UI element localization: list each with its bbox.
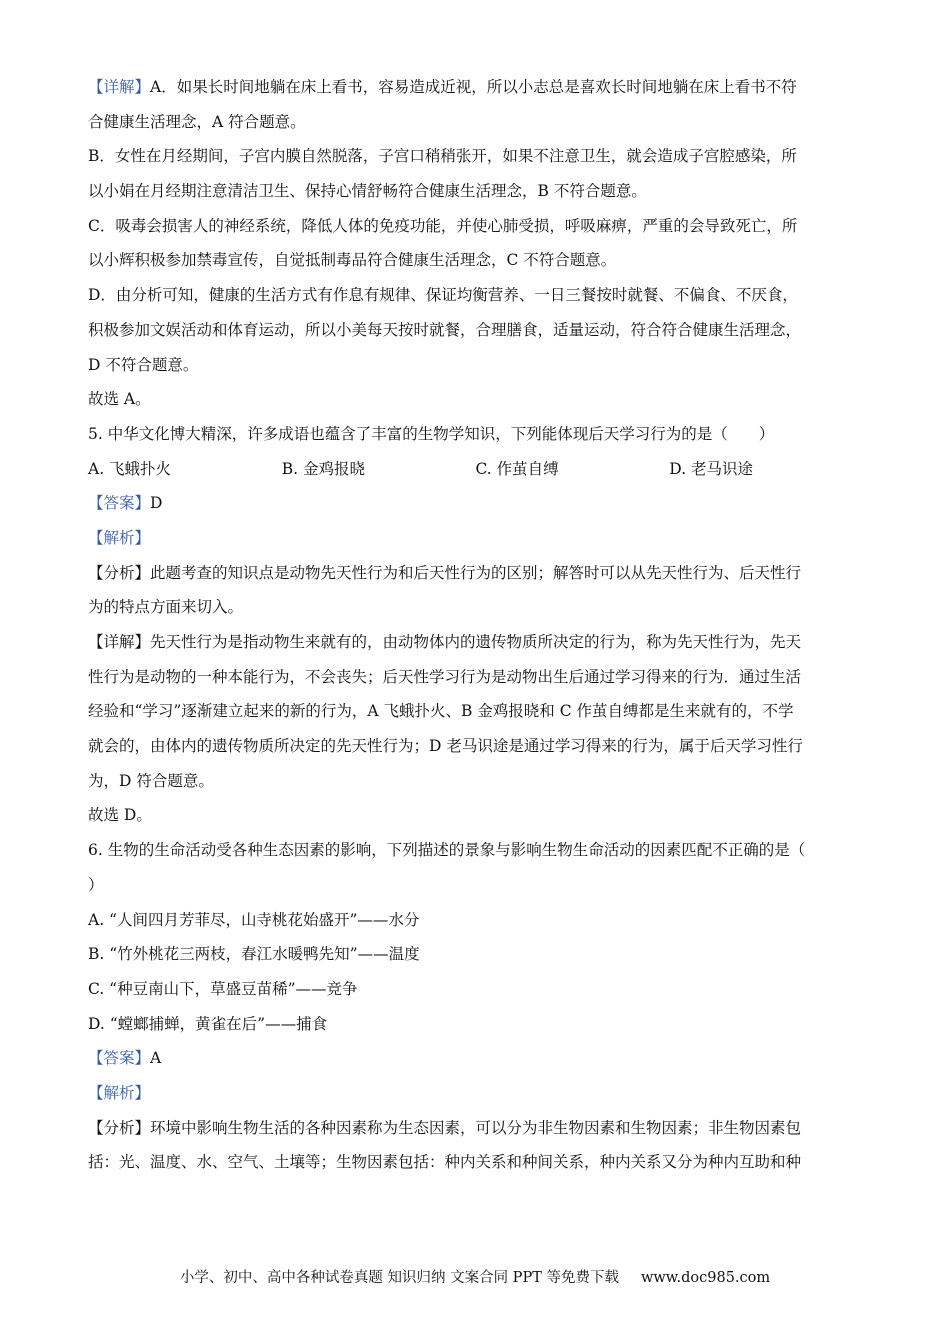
option-c: C. “种豆南山下，草盛豆苗稀”——竞争 <box>88 979 358 998</box>
analysis-line: 括：光、温度、水、空气、土壤等；生物因素包括：种内关系和种间关系，种内关系又分为种内互助和种 <box>88 1153 802 1172</box>
analysis-title: 【解析】 <box>88 528 151 547</box>
conclusion-line: 故选 A。 <box>88 390 151 409</box>
answer-line <box>88 486 863 521</box>
answer-tag: 【答案】 <box>88 494 151 513</box>
option-b: B. 金鸡报晓 <box>281 459 365 478</box>
analysis-tag: 【分析】 <box>88 563 151 582</box>
detail-line: 以小辉积极参加禁毒宣传，自觉抵制毒品符合健康生活理念，C 不符合题意。 <box>88 251 617 270</box>
option-d: D. “螳螂捕蝉，黄雀在后”——捕食 <box>88 1014 328 1033</box>
question-5-stem: 5. 中华文化博大精深，许多成语也蕴含了丰富的生物学知识，下列能体现后天学习行为的是（ ） <box>88 424 775 443</box>
detail-line: 以小娟在月经期注意清洁卫生、保持心情舒畅符合健康生活理念，B 不符合题意。 <box>88 182 647 201</box>
detail-line: D．由分析可知，健康的生活方式有作息有规律、保证均衡营养、一日三餐按时就餐、不偏食、不厌食， <box>88 286 798 305</box>
option-a: A. 飞蛾扑火 <box>88 459 172 478</box>
footer-url[interactable]: www.doc985.com <box>640 1270 771 1286</box>
question-6-stem: 6. 生物的生命活动受各种生态因素的影响，下列描述的景象与影响生物生命活动的因素匹配不正确的是（ <box>88 841 806 860</box>
footer-text: 小学、初中、高中各种试卷真题 知识归纳 文案合同 PPT 等免费下载 <box>179 1270 619 1286</box>
option-b: B. “竹外桃花三两枝，春江水暖鸭先知”——温度 <box>88 945 420 964</box>
answer-value: A <box>150 1049 162 1068</box>
detail-line: 经验和“学习”逐渐建立起来的新的行为，A 飞蛾扑火、B 金鸡报晓和 C 作茧自缚都是生来就有的，不学 <box>88 702 794 721</box>
detail-line: 【详解】先天性行为是指动物生来就有的，由动物体内的遗传物质所决定的行为，称为先天性行为，先天 <box>88 633 802 651</box>
page-footer <box>0 1266 950 1287</box>
option-c: C. 作茧自缚 <box>475 459 559 478</box>
answer-tag: 【答案】 <box>88 1049 151 1068</box>
detail-line: D 不符合题意。 <box>88 355 199 374</box>
detail-line: 合健康生活理念，A 符合题意。 <box>88 112 306 131</box>
analysis-line: 【分析】此题考查的知识点是动物先天性行为和后天性行为的区别；解答时可以从先天性行为、后天性行 <box>88 563 802 582</box>
detail-line: B．女性在月经期间，子宫内膜自然脱落，子宫口稍稍张开，如果不注意卫生，就会造成子宫腔感染，所 <box>88 147 797 166</box>
detail-line: 性行为是动物的一种本能行为，不会丧失；后天性学习行为是动物出生后通过学习得来的行为．通过生活 <box>88 667 802 686</box>
analysis-line: 【分析】环境中影响生物生活的各种因素称为生态因素，可以分为非生物因素和生物因素；非生物因素包 <box>88 1118 802 1137</box>
answer-value: D <box>150 494 163 513</box>
question-5-options <box>88 452 863 487</box>
document-body <box>88 70 863 1180</box>
detail-line: 积极参加文娱活动和体育运动，所以小美每天按时就餐，合理膳食，适量运动，符合符合健康生活理念， <box>88 320 802 339</box>
option-d: D. 老马识途 <box>669 459 753 478</box>
option-a: A. “人间四月芳菲尽，山寺桃花始盛开”——水分 <box>88 910 420 929</box>
analysis-tag: 【分析】 <box>88 1118 151 1137</box>
question-6-stem-end: ） <box>88 875 104 894</box>
detail-line: 为，D 符合题意。 <box>88 771 214 790</box>
conclusion-line: 故选 D。 <box>88 806 152 825</box>
detail-line: C．吸毒会损害人的神经系统，降低人体的免疫功能，并使心肺受损，呼吸麻痹，严重的会导致死亡，所 <box>88 216 798 235</box>
analysis-line: 为的特点方面来切入。 <box>88 598 244 617</box>
answer-line <box>88 1041 863 1076</box>
detail-line: 就会的，由体内的遗传物质所决定的先天性行为；D 老马识途是通过学习得来的行为，属于后天学习性行 <box>88 737 803 756</box>
detail-tag: 【详解】 <box>88 78 151 96</box>
detail-tag: 【详解】 <box>88 633 151 651</box>
detail-line: 【详解】A．如果长时间地躺在床上看书，容易造成近视，所以小志总是喜欢长时间地躺在床上看书不符 <box>88 78 797 96</box>
analysis-title: 【解析】 <box>88 1083 151 1102</box>
